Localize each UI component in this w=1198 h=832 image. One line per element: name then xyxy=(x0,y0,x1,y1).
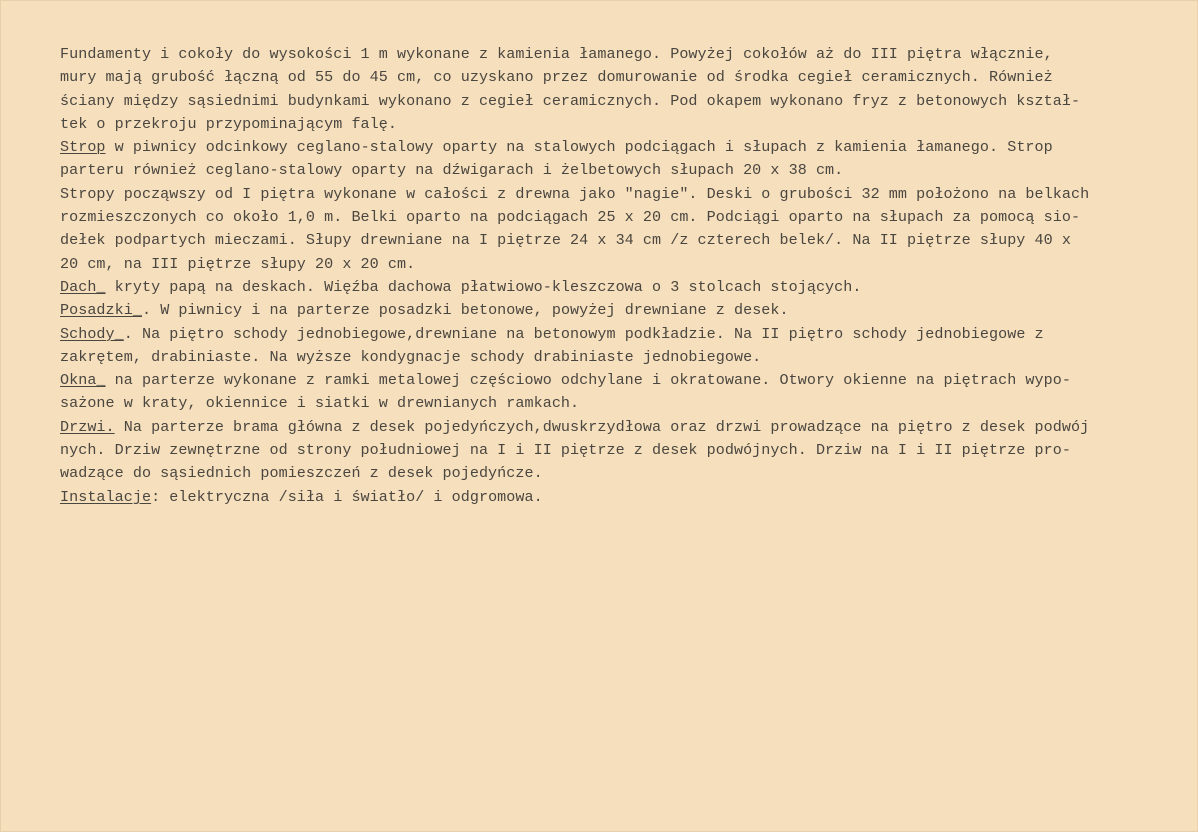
section-heading: Dach_ xyxy=(60,277,106,296)
text-line xyxy=(60,113,1192,136)
text-line xyxy=(60,369,1192,392)
text-line xyxy=(60,229,1192,252)
text-line xyxy=(60,66,1192,89)
text-line xyxy=(60,136,1192,159)
text-line xyxy=(60,253,1192,276)
line-text: : elektryczna /siła i światło/ i odgromowa. xyxy=(151,487,543,506)
line-text: Na parterze brama główna z desek pojedyńczych,dwuskrzydłowa oraz drzwi prowadzące na piętro z desek podwój xyxy=(114,417,1090,436)
text-line xyxy=(60,43,1192,66)
line-text: ściany między sąsiednimi budynkami wykonano z cegieł ceramicznych. Pod okapem wykonano fryz z betonowych kształ- xyxy=(60,91,1081,110)
line-text: Stropy począwszy od I piętra wykonane w całości z drewna jako "nagie". Deski o grubości 32 mm położono na belkach xyxy=(60,184,1090,203)
text-line xyxy=(60,462,1192,485)
section-heading: Schody_ xyxy=(60,324,124,343)
line-text: . W piwnicy i na parterze posadzki betonowe, powyżej drewniane z desek. xyxy=(141,301,789,320)
line-text: zakrętem, drabiniaste. Na wyższe kondygnacje schody drabiniaste jednobiegowe. xyxy=(60,347,762,366)
section-heading: Drzwi. xyxy=(60,417,115,436)
line-text: kryty papą na deskach. Więźba dachowa płatwiowo-kleszczowa o 3 stolcach stojących. xyxy=(105,277,862,296)
text-line xyxy=(60,90,1192,113)
line-text: dełek podpartych mieczami. Słupy drewniane na I piętrze 24 x 34 cm /z czterech belek/. Na II piętrze słupy 40 x xyxy=(60,231,1071,250)
line-text: rozmieszczonych co około 1,0 m. Belki oparto na podciągach 25 x 20 cm. Podciągi oparto na słupach za pomocą sio- xyxy=(60,208,1081,227)
line-text: w piwnicy odcinkowy ceglano-stalowy oparty na stalowych podciągach i słupach z kamienia łamanego. Strop xyxy=(105,138,1053,157)
line-text: 20 cm, na III piętrze słupy 20 x 20 cm. xyxy=(60,254,416,273)
line-text: nych. Drziw zewnętrzne od strony południowej na I i II piętrze z desek podwójnych. Drziw na I i II piętrze pro- xyxy=(60,441,1071,460)
line-text: tek o przekroju przypominającym falę. xyxy=(60,114,397,133)
text-line xyxy=(60,346,1192,369)
section-heading: Okna_ xyxy=(60,371,106,390)
line-text: . Na piętro schody jednobiegowe,drewniane na betonowym podkładzie. Na II piętro schody jednobiegowe z xyxy=(123,324,1044,343)
section-heading: Strop xyxy=(60,138,106,157)
line-text: na parterze wykonane z ramki metalowej częściowo odchylane i okratowane. Otwory okienne na piętrach wypo- xyxy=(105,371,1071,390)
document-body xyxy=(60,43,1192,509)
section-heading: Posadzki_ xyxy=(60,301,142,320)
section-heading: Instalacje xyxy=(60,487,152,506)
text-line xyxy=(60,299,1192,322)
line-text: mury mają grubość łączną od 55 do 45 cm, co uzyskano przez domurowanie od środka cegieł ceramicznych. Również xyxy=(60,68,1053,87)
line-text: sażone w kraty, okiennice i siatki w drewnianych ramkach. xyxy=(60,394,580,413)
text-line xyxy=(60,206,1192,229)
text-line xyxy=(60,276,1192,299)
text-line xyxy=(60,159,1192,182)
line-text: Fundamenty i cokoły do wysokości 1 m wykonane z kamienia łamanego. Powyżej cokołów aż do III piętra włącznie, xyxy=(60,45,1053,63)
text-line xyxy=(60,323,1192,346)
text-line xyxy=(60,486,1192,509)
text-line xyxy=(60,392,1192,415)
text-line xyxy=(60,416,1192,439)
text-line xyxy=(60,183,1192,206)
line-text: parteru również ceglano-stalowy oparty na dźwigarach i żelbetowych słupach 20 x 38 cm. xyxy=(60,161,844,180)
text-line xyxy=(60,439,1192,462)
line-text: wadzące do sąsiednich pomieszczeń z desek pojedyńcze. xyxy=(60,464,543,483)
